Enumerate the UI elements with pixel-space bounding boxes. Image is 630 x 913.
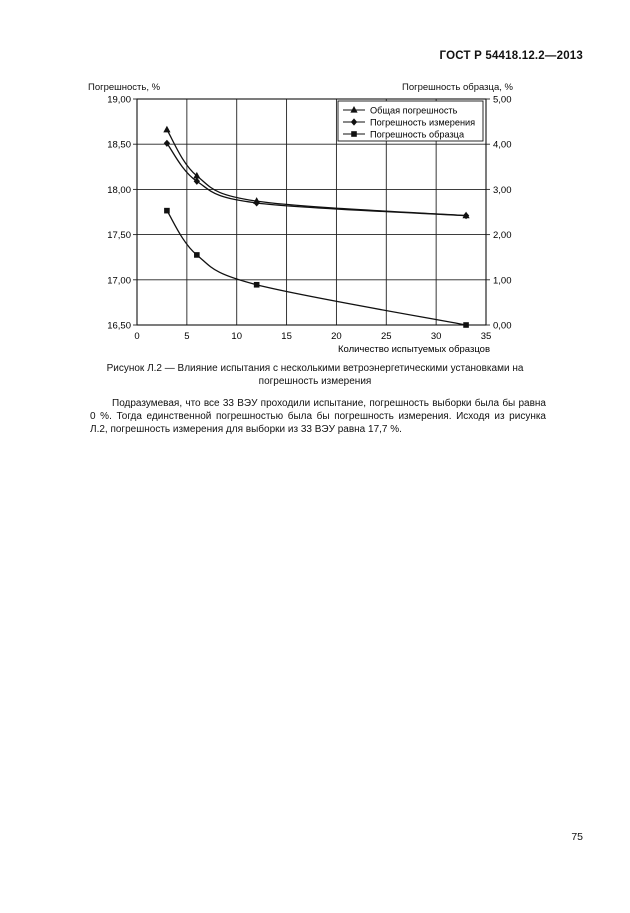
legend-label: Погрешность измерения — [370, 117, 476, 128]
series-line-1 — [167, 130, 466, 216]
body-paragraph — [90, 397, 546, 436]
y-left-tick-label: 17,00 — [107, 275, 131, 287]
figure-caption-line1: Рисунок Л.2 — Влияние испытания с несколькими ветроэнергетическими установками на — [106, 363, 524, 374]
y-left-tick-label: 17,50 — [107, 230, 131, 242]
x-tick-label: 10 — [231, 331, 243, 342]
y-left-tick-label: 19,00 — [107, 94, 131, 106]
y-right-tick-label: 3,00 — [493, 184, 512, 196]
series-line-3 — [167, 211, 466, 325]
y-right-tick-label: 1,00 — [493, 275, 512, 287]
y-right-tick-label: 4,00 — [493, 139, 512, 151]
right-axis-title: Погрешность образца, % — [402, 82, 513, 93]
series-point-3 — [194, 252, 200, 258]
series-point-3 — [463, 322, 469, 328]
x-tick-label: 25 — [380, 331, 392, 342]
x-tick-label: 15 — [281, 331, 292, 342]
legend-marker — [351, 131, 357, 137]
chart-legend — [338, 101, 483, 141]
y-right-tick-label: 2,00 — [493, 230, 512, 242]
y-left-tick-label: 16,50 — [107, 320, 131, 332]
y-right-tick-label: 0,00 — [493, 320, 512, 332]
left-axis-title: Погрешность, % — [88, 82, 161, 93]
series-point-3 — [254, 282, 260, 288]
figure-caption — [90, 363, 540, 388]
legend-label: Общая погрешность — [370, 105, 458, 116]
page-number: 75 — [571, 831, 583, 843]
legend-label: Погрешность образца — [370, 129, 465, 140]
series-point-2 — [194, 178, 200, 185]
x-tick-label: 0 — [134, 331, 140, 342]
body-paragraph-text: Подразумевая, что все 33 ВЭУ проходили испытание, погрешность выборки была бы равна 0 %. Тогда единственной погрешностью была бы погрешность измерения. Исходя из рисунка Л.2, погрешность измерения для выборки из 33 ВЭУ равна 17,7 %. — [90, 398, 546, 435]
series-point-3 — [164, 208, 170, 214]
x-tick-label: 30 — [430, 331, 442, 342]
x-tick-label: 20 — [331, 331, 342, 342]
series-point-1 — [163, 126, 170, 133]
y-left-tick-label: 18,00 — [107, 184, 131, 196]
series-line-2 — [167, 143, 466, 215]
y-right-tick-label: 5,00 — [493, 94, 512, 106]
chart-series — [163, 126, 469, 328]
x-tick-label: 5 — [184, 331, 190, 342]
document-header: ГОСТ Р 54418.12.2—2013 — [439, 50, 583, 62]
figure-caption-line2: погрешность измерения — [258, 375, 372, 387]
x-tick-label: 35 — [480, 331, 492, 342]
x-axis-label: Количество испытуемых образцов — [337, 344, 490, 355]
y-left-tick-label: 18,50 — [107, 139, 131, 151]
uncertainty-chart — [0, 0, 630, 360]
